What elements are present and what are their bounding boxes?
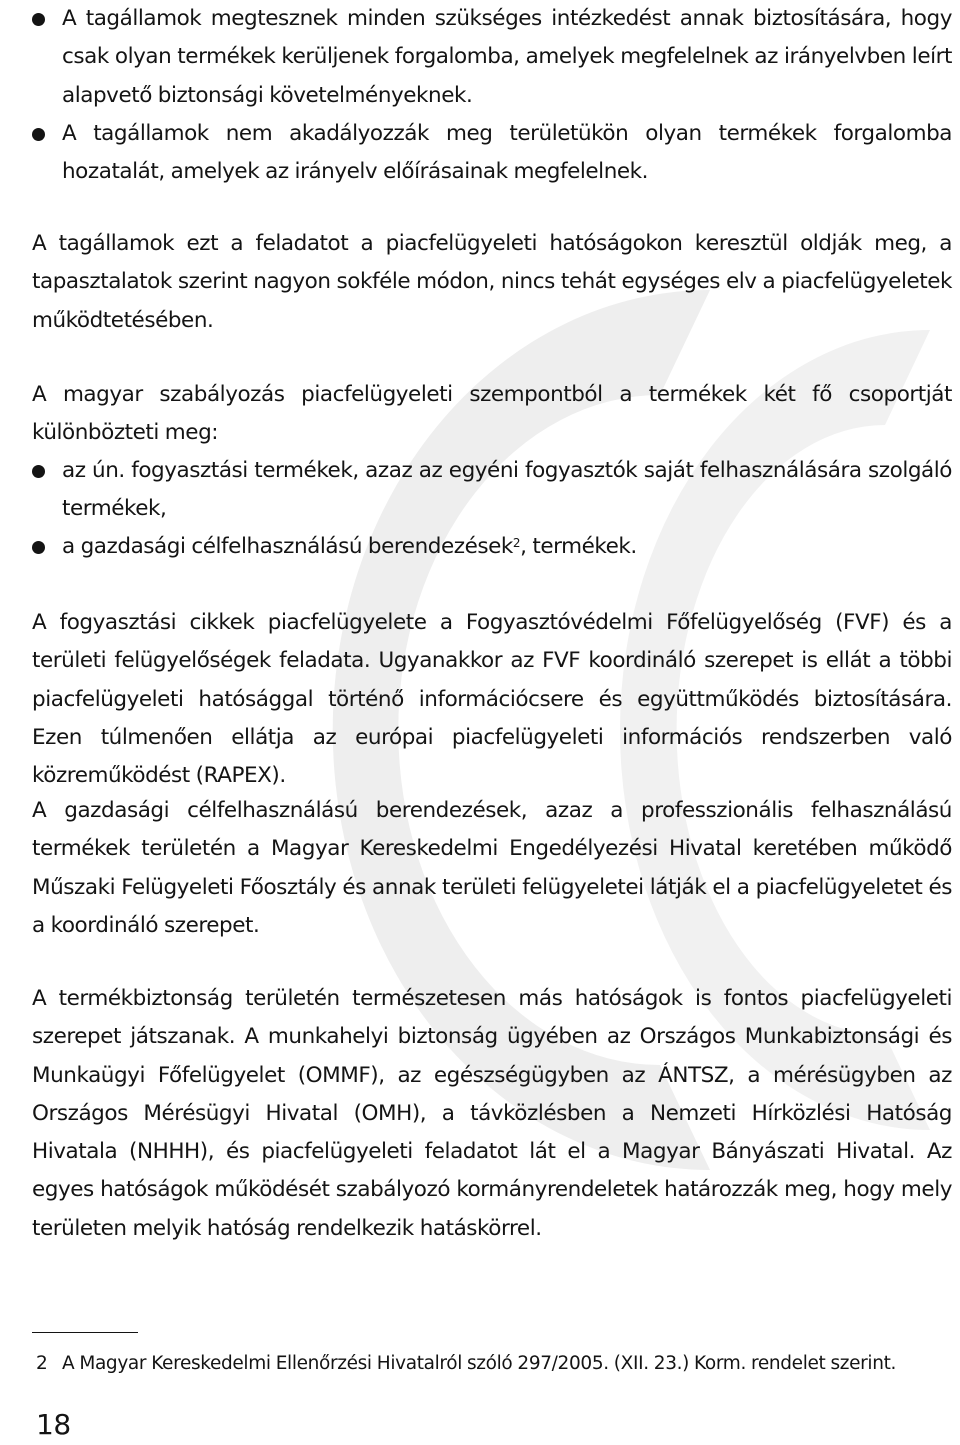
paragraph-hungarian-regulation: A magyar szabályozás piacfelügyeleti szempontból a termékek két fő csoportját különbözteti meg:	[32, 382, 952, 446]
bullet-dot-icon	[32, 13, 45, 26]
footnote-mark: 2	[36, 1353, 48, 1374]
bullet-dot-icon	[32, 541, 45, 554]
bullet-text: A tagállamok megtesznek minden szükséges intézkedést annak biztosítására, hogy csak olyan termékek kerüljenek forgalomba, amelyek megfelelnek az irányelvben leírt alapvető biztonsági követelményeknek.	[62, 6, 952, 108]
paragraph-consumer-goods: A fogyasztási cikkek piacfelügyelete a Fogyasztóvédelmi Főfelügyelőség (FVF) és a területi felügyelőségek feladata. Ugyanakkor az FVF koordináló szerepet is ellát a többi piacfelügyeleti hatósággal történő információcsere és együttműködés biztosítására. Ezen túlmenően ellátja az európai piacfelügyeleti információs rendszerben való közreműködést (RAPEX).	[32, 610, 952, 789]
bullet-dot-icon	[32, 128, 45, 141]
bullet-text: A tagállamok nem akadályozzák meg területükön olyan termékek forgalomba hozatalát, amelyek az irányelv előírásainak megfelelnek.	[62, 121, 952, 185]
paragraph-professional-equipment: A gazdasági célfelhasználású berendezések, azaz a professzionális felhasználású termékek területén a Magyar Kereskedelmi Engedélyezési Hivatal keretében működő Műszaki Felügyeleti Főosztály és annak területi felügyeletei látják el a piacfelügyeletet és a koordináló szerepet.	[32, 798, 952, 938]
bullet-dot-icon	[32, 465, 45, 478]
page-number: 18	[36, 1408, 71, 1441]
paragraph-other-authorities: A termékbiztonság területén természetesen más hatóságok is fontos piacfelügyeleti szerepet játszanak. A munkahelyi biztonság ügyében az Országos Munkabiztonsági és Munkaügyi Főfelügyelet (OMMF), az egészségügyben az ÁNTSZ, a mérésügyben az Országos Mérésügyi Hivatal (OMH), a távközlésben a Nemzeti Hírközlési Hatóság Hivatala (NHHH), és piacfelügyeleti feladatot lát el a Magyar Bányászati Hivatal. Az egyes hatóságok működését szabályozó kormányrendeletek határozzák meg, hogy mely területen melyik hatóság rendelkezik hatáskörrel.	[32, 986, 952, 1241]
bullet-item	[32, 0, 952, 115]
bullet-text: az ún. fogyasztási termékek, azaz az egyéni fogyasztók saját felhasználására szolgáló termékek,	[62, 458, 952, 522]
bullet-item	[32, 528, 952, 566]
footnote-text: A Magyar Kereskedelmi Ellenőrzési Hivatalról szóló 297/2005. (XII. 23.) Korm. rendelet szerint.	[62, 1353, 897, 1374]
bullet-item	[32, 452, 952, 529]
footnote-divider	[32, 1332, 138, 1333]
footnote-reference: 2	[512, 536, 521, 550]
paragraph-market-surveillance: A tagállamok ezt a feladatot a piacfelügyeleti hatóságokon keresztül oldják meg, a tapasztalatok szerint nagyon sokféle módon, nincs tehát egységes elv a piacfelügyeletek működtetésében.	[32, 231, 952, 333]
bullet-text: a gazdasági célfelhasználású berendezések	[62, 534, 513, 559]
footnote	[36, 1352, 896, 1376]
bullet-text-tail: , termékek.	[520, 534, 637, 559]
bullet-item	[32, 115, 952, 192]
